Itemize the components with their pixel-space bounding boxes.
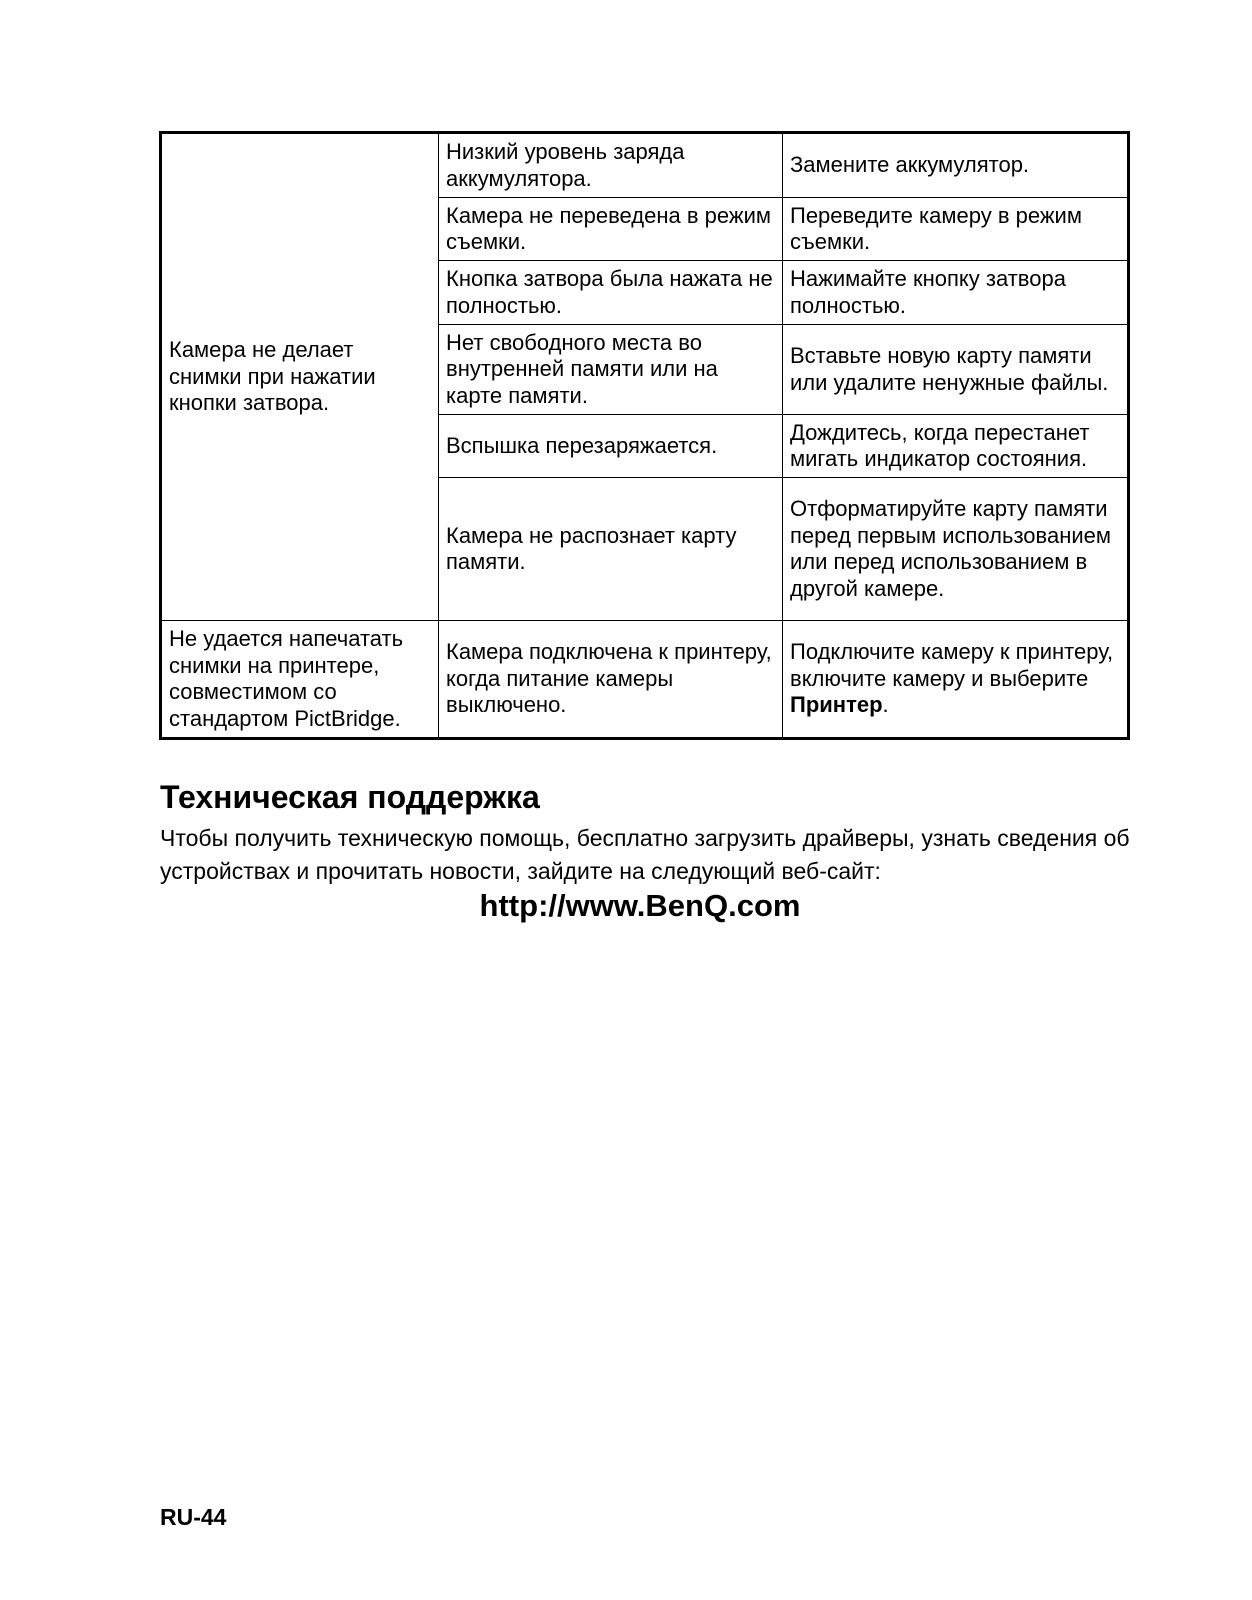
- solution-cell: Замените аккумулятор.: [783, 133, 1129, 198]
- problem-cell: Не удается напечатать снимки на принтере, совместимом со стандартом PictBridge.: [161, 621, 439, 739]
- solution-cell: Дождитесь, когда перестанет мигать индикатор состояния.: [783, 415, 1129, 478]
- table-row: [161, 621, 1129, 739]
- solution-cell: [783, 621, 1129, 739]
- solution-cell: Вставьте новую карту памяти или удалите ненужные файлы.: [783, 325, 1129, 415]
- cause-cell: Камера не переведена в режим съемки.: [439, 198, 783, 261]
- support-url-link[interactable]: http://www.BenQ.com: [479, 888, 801, 923]
- section-body-text: Чтобы получить техническую помощь, бесплатно загрузить драйверы, узнать сведения об устройствах и прочитать новости, зайдите на следующий веб-сайт:: [160, 825, 1130, 884]
- cause-cell: Вспышка перезаряжается.: [439, 415, 783, 478]
- cause-cell: Нет свободного места во внутренней памяти или на карте памяти.: [439, 325, 783, 415]
- solution-cell: Переведите камеру в режим съемки.: [783, 198, 1129, 261]
- solution-cell: Нажимайте кнопку затвора полностью.: [783, 261, 1129, 325]
- printer-menu-option: Принтер: [790, 692, 883, 718]
- cause-cell: Низкий уровень заряда аккумулятора.: [439, 133, 783, 198]
- solution-text-prefix: Подключите камеру к принтеру, включите камеру и выберите: [790, 639, 1114, 691]
- section-title: Техническая поддержка: [160, 779, 540, 815]
- page-number: RU-44: [160, 1504, 227, 1530]
- cause-cell: Камера не распознает карту памяти.: [439, 478, 783, 621]
- problem-cell: Камера не делает снимки при нажатии кнопки затвора.: [161, 133, 439, 621]
- table-row: [161, 133, 1129, 198]
- troubleshooting-table-container: [159, 131, 1127, 740]
- cause-cell: Камера подключена к принтеру, когда питание камеры выключено.: [439, 621, 783, 739]
- solution-text-suffix: .: [882, 692, 889, 718]
- troubleshooting-table: [159, 131, 1130, 740]
- cause-cell: Кнопка затвора была нажата не полностью.: [439, 261, 783, 325]
- solution-cell: Отформатируйте карту памяти перед первым использованием или перед использованием в другой камере.: [783, 478, 1129, 621]
